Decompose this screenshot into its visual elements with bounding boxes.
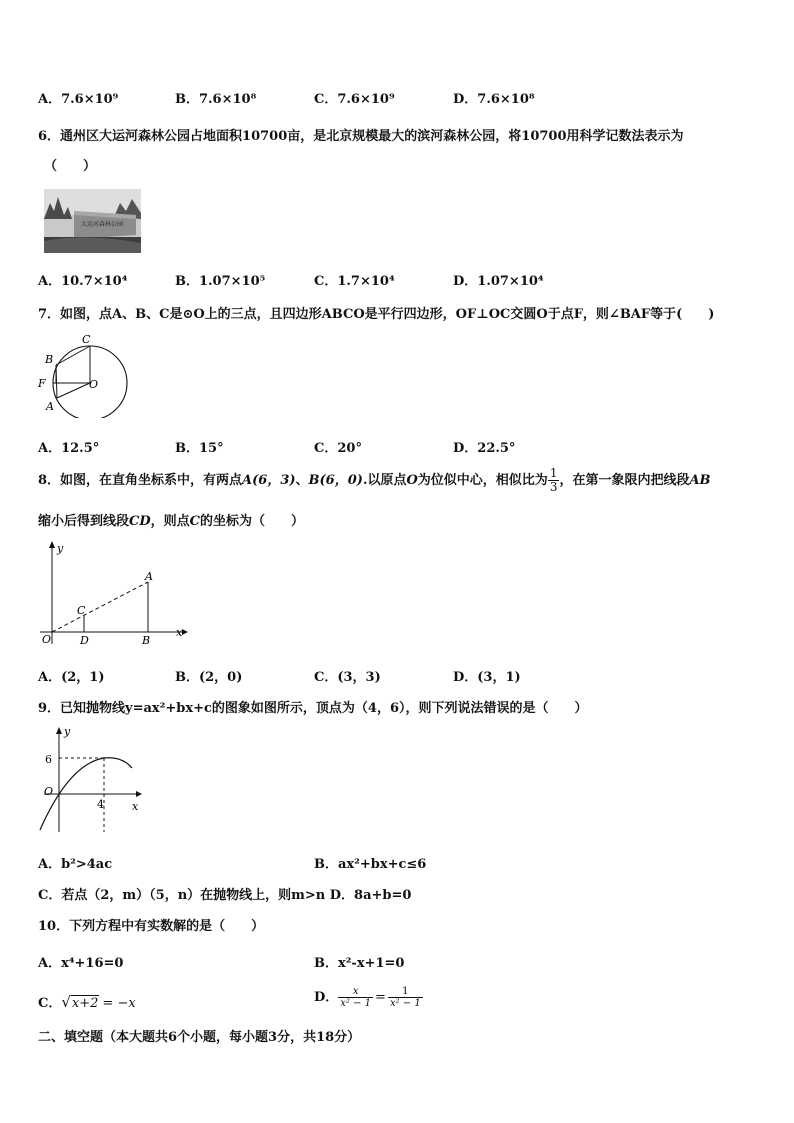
q7-option-d: D．22.5° bbox=[453, 441, 516, 456]
q9-label-y: y bbox=[64, 725, 71, 738]
q7-option-b: B．15° bbox=[175, 441, 224, 456]
q8-option-b: B．(2，0) bbox=[175, 670, 243, 685]
q7-label-c: C bbox=[82, 333, 91, 346]
q8-label-d: D bbox=[80, 634, 89, 647]
q6-stem: 6．通州区大运河森林公园占地面积10700亩，是北京规模最大的滨河森林公园，将10700用科学记数法表示为 bbox=[38, 129, 684, 144]
q6-park-photo bbox=[44, 189, 141, 253]
section-2-heading: 二、填空题（本大题共6个小题，每小题3分，共18分） bbox=[38, 1030, 361, 1045]
q7-label-o: O bbox=[89, 378, 99, 391]
q10-option-c: C．√x+2 = −x bbox=[38, 993, 136, 1011]
q8-option-a: A．(2，1) bbox=[38, 670, 105, 685]
q9-label-4: 4 bbox=[97, 798, 104, 811]
q8-label-b: B bbox=[142, 634, 151, 647]
q8-label-o: O bbox=[42, 633, 52, 646]
q9-label-6: 6 bbox=[45, 753, 52, 766]
q8-label-c: C bbox=[77, 604, 86, 617]
q9-option-b: B．ax²+bx+c≤6 bbox=[314, 857, 427, 872]
q7-option-a: A．12.5° bbox=[38, 441, 100, 456]
q7-label-b: B bbox=[45, 353, 54, 366]
q5-option-b: B．7.6×10⁸ bbox=[175, 92, 257, 107]
q9-option-cd: C．若点（2，m）（5，n）在抛物线上，则m>n D．8a+b=0 bbox=[38, 888, 412, 903]
q8-ratio-fraction: $\frac{1}{3}$ bbox=[549, 466, 558, 494]
q8-coordinate-figure bbox=[36, 540, 188, 648]
q10-option-d: D． $\frac{x}{\text{x² − 1}}$ = $\frac{1}{\text{x² − 1}}$ bbox=[314, 986, 421, 1009]
q7-label-a: A bbox=[46, 400, 54, 413]
q6-option-c: C．1.7×10⁴ bbox=[314, 274, 395, 289]
q7-option-c: C．20° bbox=[314, 441, 362, 456]
q7-circle-figure bbox=[34, 330, 132, 418]
q6-stem-paren: （ ） bbox=[44, 159, 97, 174]
q10-option-b: B．x²-x+1=0 bbox=[314, 956, 405, 971]
q8-stem-line1: 8．如图，在直角坐标系中，有两点A(6，3)、B(6，0).以原点O为位似中心，相似比为 $\frac{1}{3}$ ，在第一象限内把线段AB bbox=[38, 466, 711, 494]
q9-stem: 9．已知抛物线y=ax²+bx+c的图象如图所示，顶点为（4，6），则下列说法错误的是（ ） bbox=[38, 701, 588, 716]
q5-option-d: D．7.6×10⁸ bbox=[453, 92, 535, 107]
q6-option-a: A．10.7×10⁴ bbox=[38, 274, 128, 289]
q6-option-d: D．1.07×10⁴ bbox=[453, 274, 544, 289]
q8-option-c: C．(3，3) bbox=[314, 670, 381, 685]
q8-option-d: D．(3，1) bbox=[453, 670, 521, 685]
q5-option-c: C．7.6×10⁹ bbox=[314, 92, 395, 107]
q5-option-a: A．7.6×10⁹ bbox=[38, 92, 119, 107]
q10-option-a: A．x⁴+16=0 bbox=[38, 956, 124, 971]
q8-label-x: x bbox=[176, 626, 183, 639]
q9-option-a: A．b²>4ac bbox=[38, 857, 113, 872]
q7-label-f: F bbox=[38, 377, 46, 390]
q7-stem: 7．如图，点A、B、C是⊙O上的三点，且四边形ABCO是平行四边形，OF⊥OC交圆O于点F，则∠BAF等于( ) bbox=[38, 307, 715, 322]
photo-sign-text: 大运河森林公园 bbox=[80, 221, 124, 228]
q10-stem: 10．下列方程中有实数解的是（ ） bbox=[38, 919, 265, 934]
q8-label-a: A bbox=[145, 570, 153, 583]
q9-label-o: O bbox=[44, 785, 54, 798]
q9-parabola-figure bbox=[34, 724, 144, 834]
q9-label-x: x bbox=[132, 800, 139, 813]
q8-stem-line2: 缩小后得到线段CD，则点C的坐标为（ ） bbox=[38, 514, 305, 529]
q6-option-b: B．1.07×10⁵ bbox=[175, 274, 266, 289]
q8-label-y: y bbox=[57, 542, 64, 555]
